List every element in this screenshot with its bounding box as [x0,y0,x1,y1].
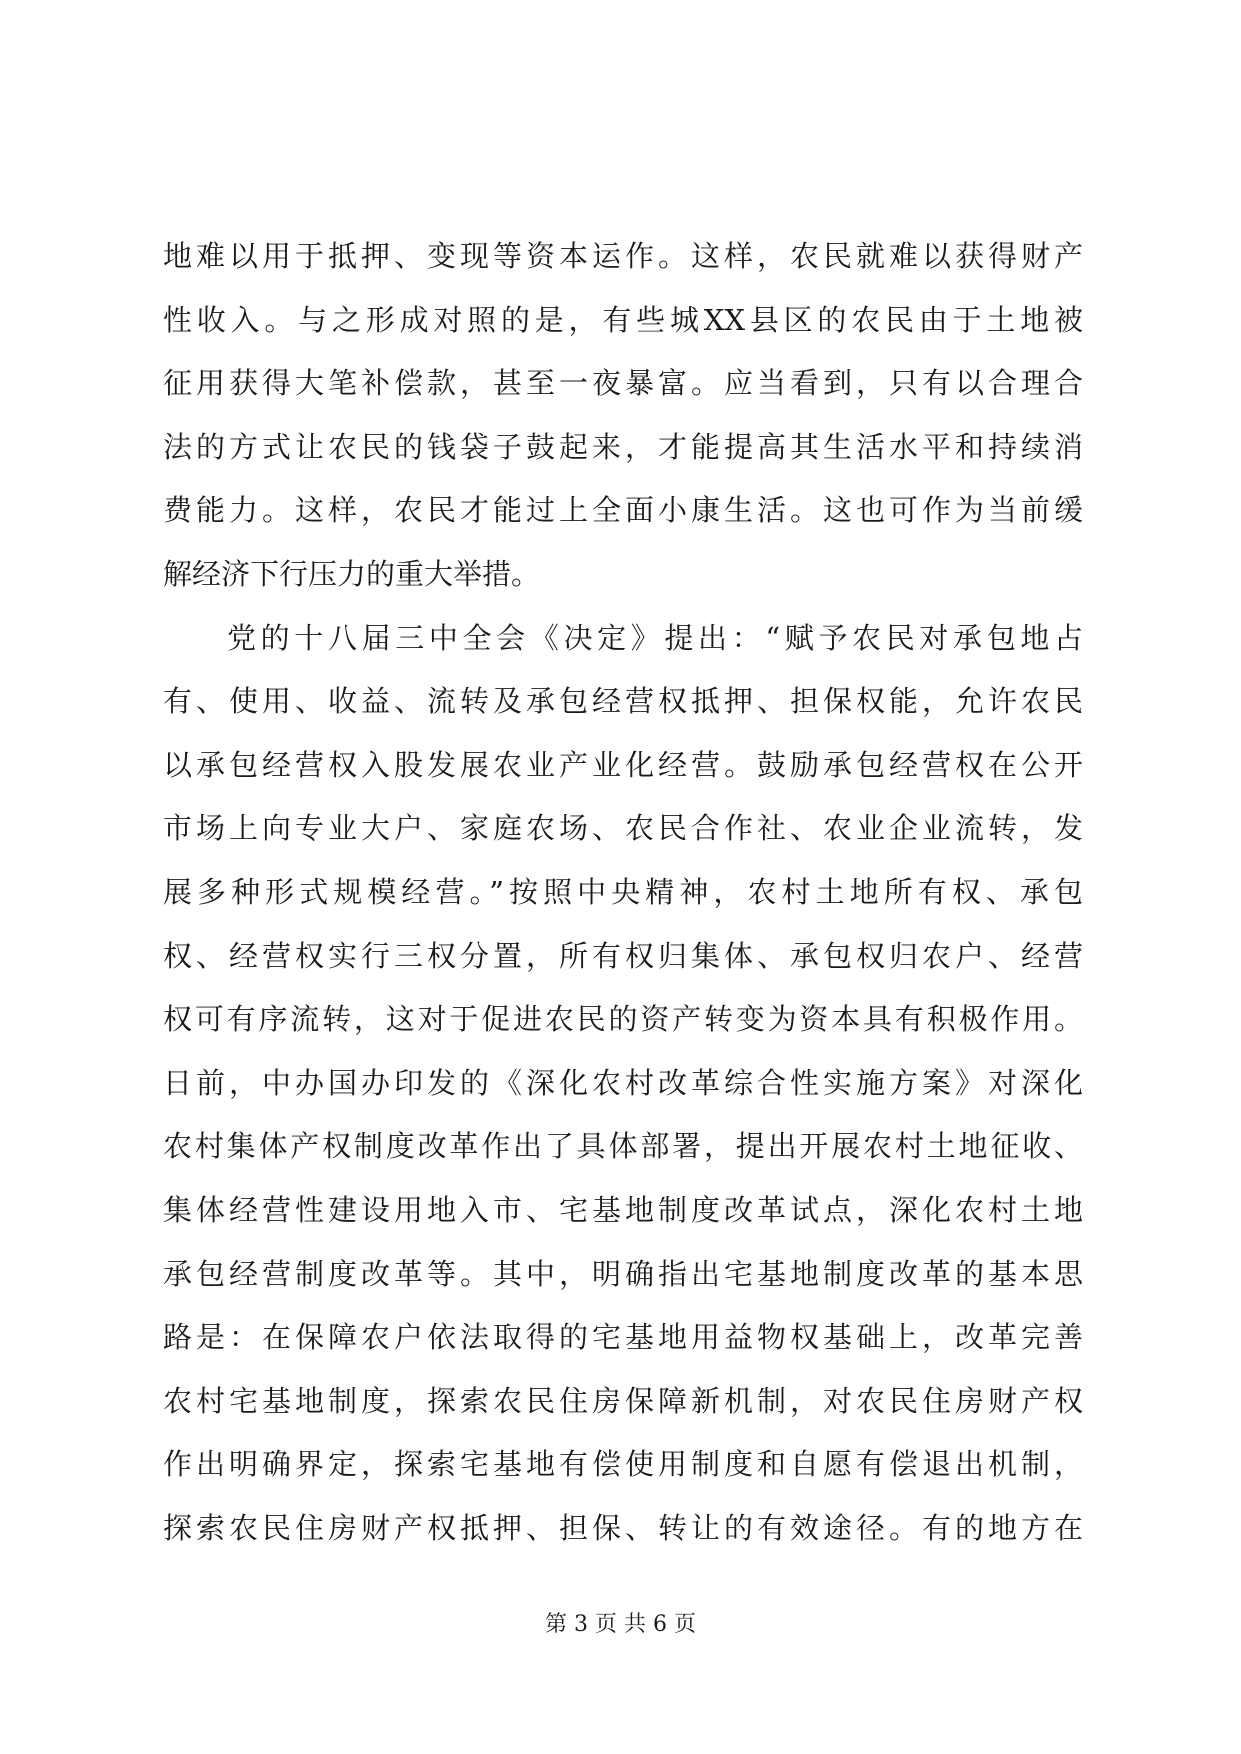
page-number-footer: 第 3 页 共 6 页 [545,1612,696,1637]
text-line: 权可有序流转，这对于促进农民的资产转变为资本具有积极作用。 [163,1002,1083,1037]
text-line: 有、使用、收益、流转及承包经营权抵押、担保权能，允许农民 [163,684,1083,719]
text-line: 以承包经营权入股发展农业产业化经营。鼓励承包经营权在公开 [163,747,1083,782]
text-line: 集体经营性建设用地入市、宅基地制度改革试点，深化农村土地 [163,1192,1083,1227]
text-line: 路是：在保障农户依法取得的宅基地用益物权基础上，改革完善 [163,1320,1083,1355]
text-line: 征用获得大笔补偿款，甚至一夜暴富。应当看到，只有以合理合 [163,366,1083,401]
text-line: 承包经营制度改革等。其中，明确指出宅基地制度改革的基本思 [163,1256,1083,1291]
text-line: 日前，中办国办印发的《深化农村改革综合性实施方案》对深化 [163,1065,1083,1100]
text-line-paragraph-end: 解经济下行压力的重大举措。 [163,556,541,591]
text-line: 展多种形式规模经营。”按照中央精神，农村土地所有权、承包 [163,874,1083,909]
text-line: 作出明确界定，探索宅基地有偿使用制度和自愿有偿退出机制， [163,1447,1083,1482]
text-line: 法的方式让农民的钱袋子鼓起来，才能提高其生活水平和持续消 [163,429,1083,464]
text-line: 费能力。这样，农民才能过上全面小康生活。这也可作为当前缓 [163,493,1083,528]
text-line: 地难以用于抵押、变现等资本运作。这样，农民就难以获得财产 [163,239,1083,273]
text-line: 农村宅基地制度，探索农民住房保障新机制，对农民住房财产权 [163,1383,1083,1418]
text-line: 探索农民住房财产权抵押、担保、转让的有效途径。有的地方在 [163,1510,1083,1545]
body-text [163,225,1083,1560]
text-line: 权、经营权实行三权分置，所有权归集体、承包权归农户、经营 [163,938,1083,973]
text-line: 市场上向专业大户、家庭农场、农民合作社、农业企业流转，发 [163,811,1083,846]
text-line: 农村集体产权制度改革作出了具体部署，提出开展农村土地征收、 [163,1129,1083,1164]
text-line-paragraph-start: 党的十八届三中全会《决定》提出：“赋予农民对承包地占 [227,620,1083,655]
text-line: 性收入。与之形成对照的是，有些城XX县区的农民由于土地被 [163,302,1083,337]
